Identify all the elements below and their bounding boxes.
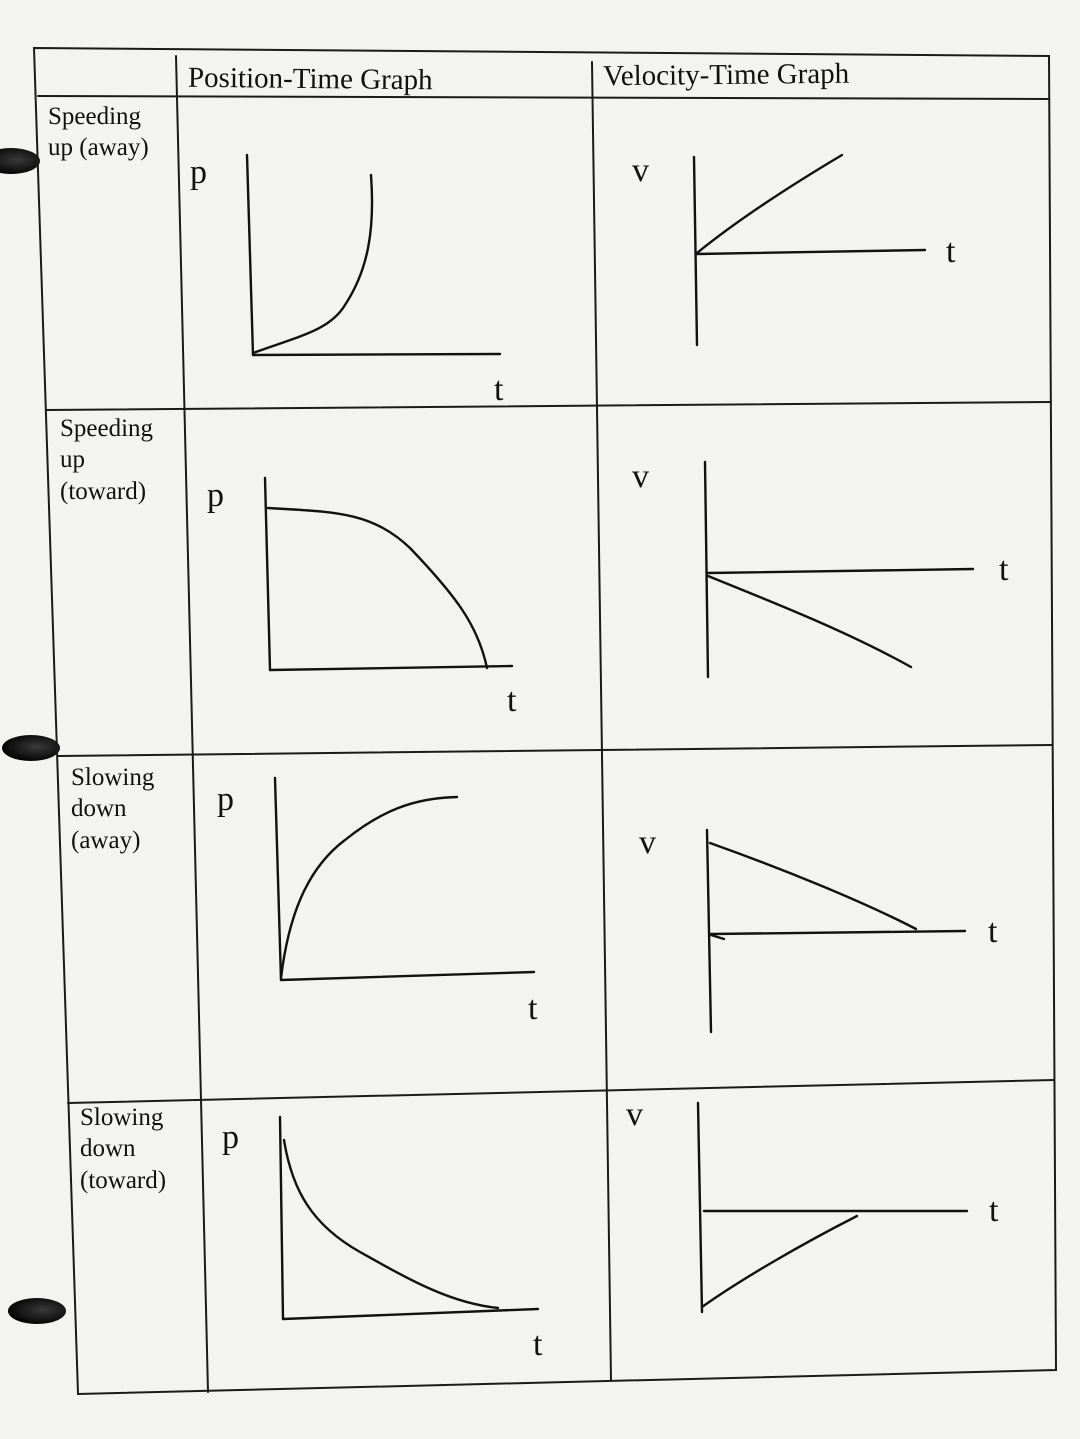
velocity-graph-slowing-down-away bbox=[707, 830, 965, 1032]
velocity-graph-slowing-down-toward bbox=[698, 1103, 967, 1312]
axis-label-p: p bbox=[190, 154, 207, 191]
y-axis bbox=[280, 1117, 283, 1319]
axis-label-t: t bbox=[999, 551, 1009, 588]
velocity-graph-speeding-up-toward bbox=[705, 462, 973, 677]
axis-label-p: p bbox=[217, 781, 234, 818]
axis-label-v: v bbox=[626, 1096, 643, 1133]
line bbox=[702, 1216, 857, 1307]
row-label-speeding-up-away: Speeding up (away) bbox=[48, 103, 149, 162]
line bbox=[697, 155, 842, 253]
axis-label-v: v bbox=[632, 458, 649, 495]
position-graph-speeding-up-toward bbox=[265, 478, 512, 670]
curve bbox=[284, 1140, 498, 1308]
position-graph-speeding-up-away bbox=[247, 155, 500, 355]
y-axis bbox=[694, 157, 697, 345]
x-axis bbox=[253, 354, 500, 355]
y-axis bbox=[265, 478, 270, 670]
x-axis bbox=[697, 250, 925, 254]
row-divider bbox=[38, 96, 1049, 99]
header-position-time: Position-Time Graph bbox=[187, 61, 433, 97]
y-axis bbox=[707, 830, 711, 1032]
line bbox=[710, 843, 916, 929]
row-label-speeding-up-toward: Speeding up (toward) bbox=[60, 415, 154, 505]
y-axis bbox=[247, 155, 253, 355]
arrow-tick bbox=[711, 935, 724, 939]
y-axis bbox=[705, 462, 708, 677]
axis-label-v: v bbox=[639, 824, 656, 861]
axis-label-v: v bbox=[632, 152, 649, 189]
line bbox=[708, 576, 911, 667]
row-divider bbox=[46, 402, 1051, 410]
axis-label-t: t bbox=[946, 233, 956, 270]
x-axis bbox=[711, 931, 965, 934]
velocity-graph-speeding-up-away bbox=[694, 155, 925, 345]
position-graph-slowing-down-away bbox=[275, 778, 534, 980]
column-divider bbox=[176, 56, 208, 1392]
position-graph-slowing-down-toward bbox=[280, 1117, 538, 1319]
x-axis bbox=[281, 972, 534, 980]
axis-label-t: t bbox=[507, 682, 517, 719]
y-axis bbox=[275, 778, 281, 980]
axis-label-p: p bbox=[207, 477, 224, 514]
x-axis bbox=[270, 666, 512, 670]
x-axis bbox=[283, 1309, 538, 1319]
column-divider bbox=[592, 62, 611, 1380]
x-axis bbox=[708, 569, 973, 573]
row-label-slowing-down-toward: Slowing down (toward) bbox=[80, 1104, 167, 1194]
axis-label-t: t bbox=[528, 990, 538, 1027]
curve bbox=[281, 797, 457, 978]
y-axis bbox=[698, 1103, 702, 1312]
row-label-slowing-down-away: Slowing down (away) bbox=[71, 764, 155, 854]
curve bbox=[268, 508, 487, 668]
curve bbox=[253, 175, 372, 353]
axis-label-t: t bbox=[989, 1192, 999, 1229]
header-velocity-time: Velocity-Time Graph bbox=[602, 57, 850, 93]
axis-label-t: t bbox=[494, 371, 504, 408]
axis-label-t: t bbox=[533, 1326, 543, 1363]
row-divider bbox=[58, 745, 1052, 756]
row-divider bbox=[68, 1080, 1054, 1103]
axis-label-p: p bbox=[222, 1119, 239, 1156]
axis-label-t: t bbox=[988, 913, 998, 950]
